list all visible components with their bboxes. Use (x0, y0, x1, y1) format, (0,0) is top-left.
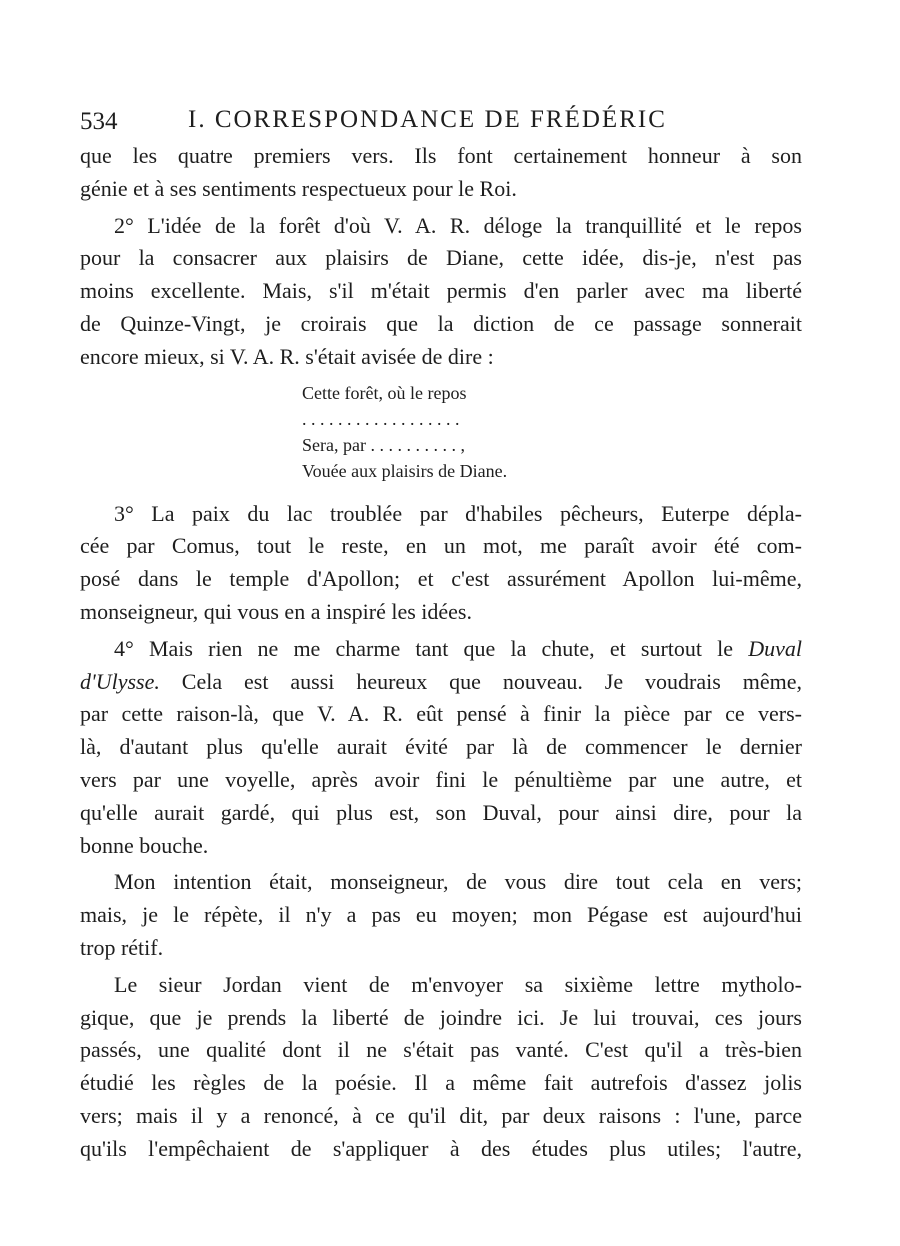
text-line: 2° L'idée de la forêt d'où V. A. R. déloge la tranquillité et le repos (114, 212, 802, 238)
text-line: qu'elle aurait gardé, qui plus est, son Duval, pour ainsi dire, pour la (80, 799, 802, 825)
text-line: gique, que je prends la liberté de joindre ici. Je lui trouvai, ces jours (80, 1004, 802, 1030)
verse-line: Cette forêt, où le repos (302, 382, 467, 403)
paragraph-jordan (80, 969, 802, 1166)
text-line (80, 633, 802, 666)
paragraph-intention (80, 866, 802, 964)
paragraph-continuation (80, 140, 802, 206)
running-title: I. CORRESPONDANCE DE FRÉDÉRIC (188, 106, 667, 133)
text-run: 4° Mais rien ne me charme tant que la chute, et surtout le (114, 635, 749, 661)
text-line: 3° La paix du lac troublée par d'habiles pêcheurs, Euterpe dépla- (114, 500, 802, 526)
paragraph-point-4 (80, 633, 802, 863)
text-line: de Quinze-Vingt, je croirais que la diction de ce passage sonnerait (80, 310, 802, 336)
text-line: pour la consacrer aux plaisirs de Diane, cette idée, dis-je, n'est pas (80, 245, 802, 271)
text-line: que les quatre premiers vers. Ils font certainement honneur à son (80, 143, 802, 168)
text-line: encore mieux, si V. A. R. s'était avisée de dire : (80, 343, 494, 369)
text-line: par cette raison-là, que V. A. R. eût pensé à finir la pièce par ce vers- (80, 701, 802, 727)
text-line: vers; mais il y a renoncé, à ce qu'il dit, par deux raisons : l'une, parce (80, 1102, 802, 1128)
text-line: mais, je le répète, il n'y a pas eu moyen; mon Pégase est aujourd'hui (80, 902, 802, 928)
text-line: là, d'autant plus qu'elle aurait évité par là de commencer le dernier (80, 734, 802, 760)
text-line: cée par Comus, tout le reste, en un mot, me paraît avoir été com- (80, 533, 802, 559)
text-line: bonne bouche. (80, 832, 209, 858)
verse-ellipsis-line: . . . . . . . . . . . . . . . . . . (302, 408, 460, 429)
text-line: passés, une qualité dont il ne s'était pas vanté. C'est qu'il a très-bien (80, 1037, 802, 1063)
text-line: génie et à ses sentiments respectueux pour le Roi. (80, 175, 517, 201)
text-run: Cela est aussi heureux que nouveau. Je voudrais même, (159, 668, 802, 694)
running-head (80, 100, 802, 140)
text-line: trop rétif. (80, 934, 164, 960)
verse-line: Vouée aux plaisirs de Diane. (302, 460, 508, 481)
italic-name-ulysse: d'Ulysse. (80, 668, 160, 694)
text-line: vers par une voyelle, après avoir fini le pénultième par une autre, et (80, 766, 802, 792)
text-line (80, 666, 802, 699)
paragraph-point-3 (80, 498, 802, 629)
text-line: qu'ils l'empêchaient de s'appliquer à des études plus utiles; l'autre, (80, 1135, 802, 1161)
text-line: posé dans le temple d'Apollon; et c'est assurément Apollon lui-même, (80, 566, 802, 592)
verse-quotation (302, 380, 802, 484)
text-line: Mon intention était, monseigneur, de vous dire tout cela en vers; (114, 869, 802, 895)
text-line: étudié les règles de la poésie. Il a même fait autrefois d'assez jolis (80, 1070, 802, 1096)
italic-name-duval: Duval (748, 635, 802, 661)
text-line: moins excellente. Mais, s'il m'était permis d'en parler avec ma liberté (80, 278, 802, 304)
text-line: monseigneur, qui vous en a inspiré les idées. (80, 598, 472, 624)
book-page (80, 100, 802, 1166)
paragraph-point-2 (80, 210, 802, 374)
page-number: 534 (80, 108, 118, 135)
verse-line: Sera, par . . . . . . . . . . , (302, 434, 465, 455)
text-line: Le sieur Jordan vient de m'envoyer sa sixième lettre mytholo- (114, 971, 802, 997)
